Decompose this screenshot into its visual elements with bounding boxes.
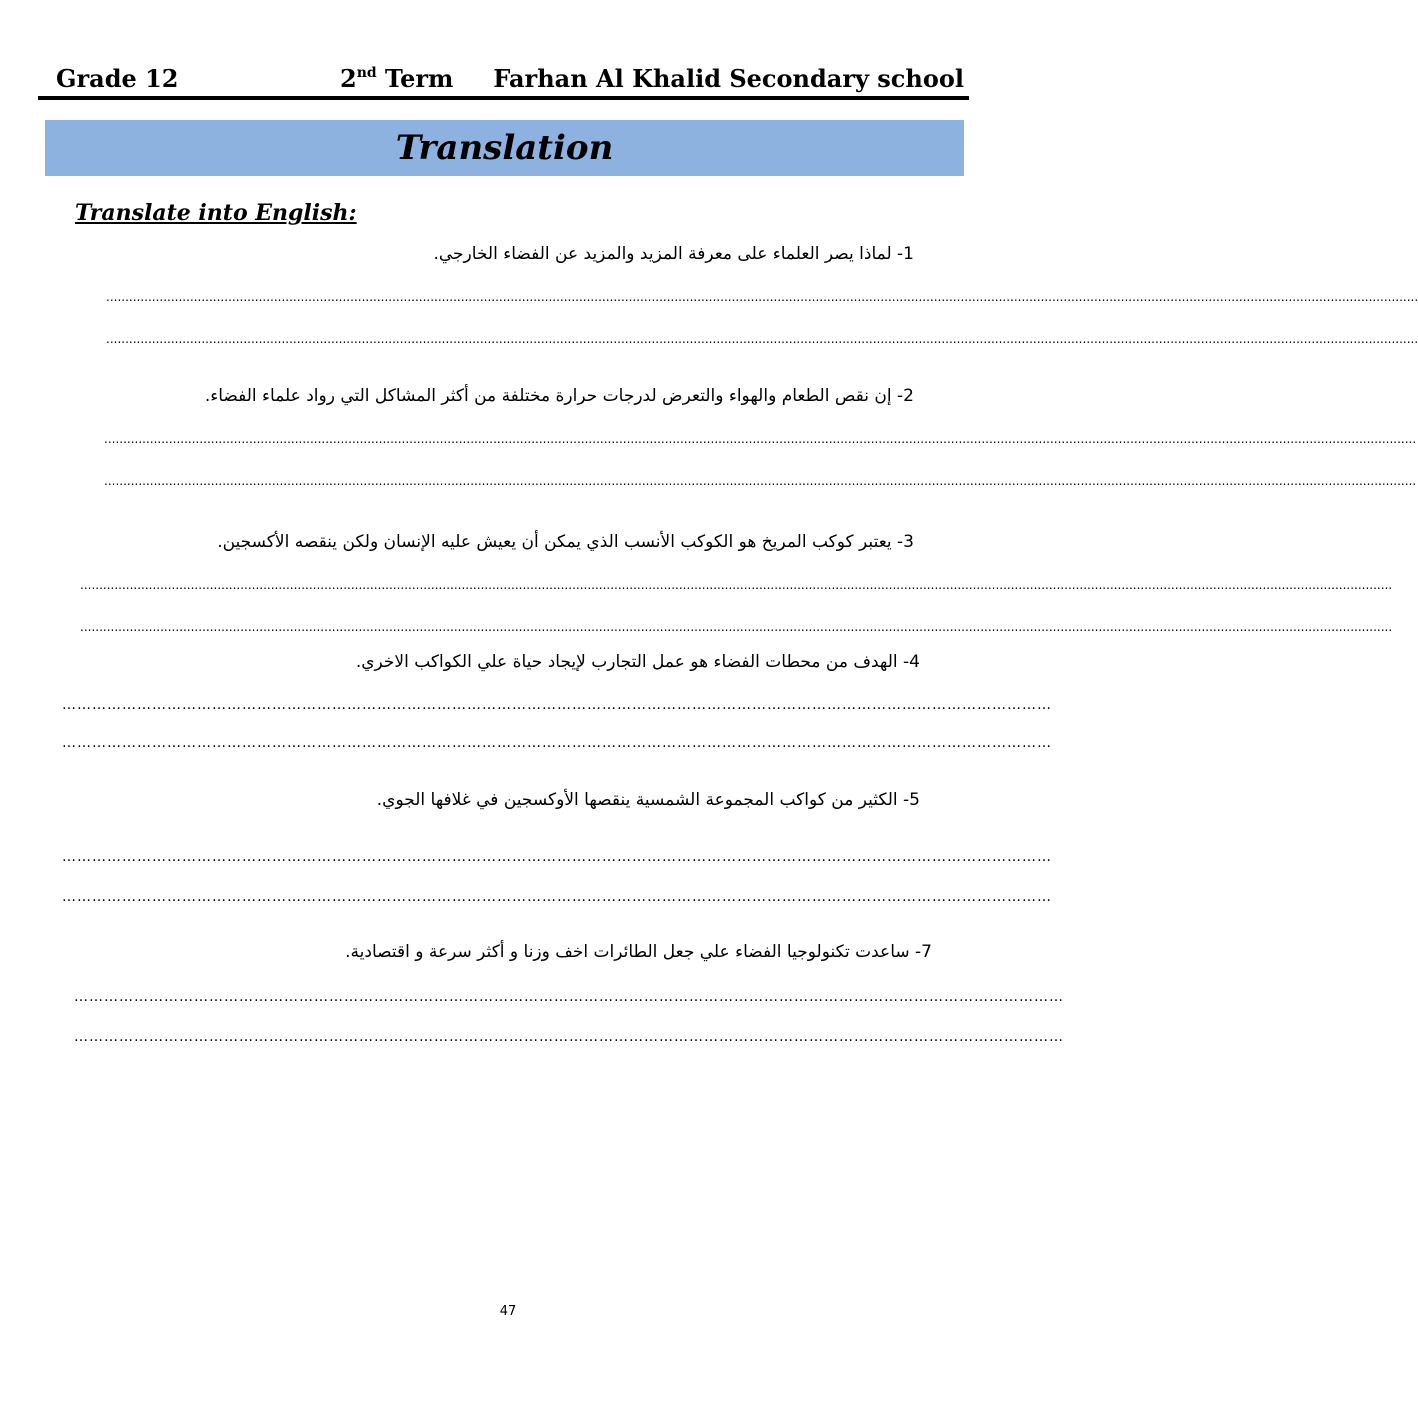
answer-line[interactable]: ……………………………………………………………………………………………………………………………………………………………………………… [62, 889, 1052, 905]
answer-line[interactable]: ........................................................................................................................................................................................................................................................................................................................................................ [104, 474, 1417, 488]
instruction-heading: Translate into English: [75, 200, 357, 226]
answer-line[interactable]: ……………………………………………………………………………………………………………………………………………………………………………… [62, 697, 1052, 713]
answer-line[interactable]: ........................................................................................................................................................................................................................................................................................................................................................ [80, 620, 1393, 634]
term-label: 2nd Term [340, 64, 454, 93]
section-title: Translation [395, 128, 614, 168]
question-2: 2- إن نقص الطعام والهواء والتعرض لدرجات حرارة مختلفة من أكثر المشاكل التي رواد علماء الفضاء. [204, 386, 914, 406]
answer-line[interactable]: ........................................................................................................................................................................................................................................................................................................................................................ [106, 290, 1418, 304]
answer-line[interactable]: ……………………………………………………………………………………………………………………………………………………………………………… [74, 1029, 1064, 1045]
answer-line[interactable]: ........................................................................................................................................................................................................................................................................................................................................................ [106, 332, 1418, 346]
grade-label: Grade 12 [56, 64, 179, 93]
question-7: 7- ساعدت تكنولوجيا الفضاء علي جعل الطائرات اخف وزنا و أكثر سرعة و اقتصادية. [345, 942, 932, 962]
question-1: 1- لماذا يصر العلماء على معرفة المزيد والمزيد عن الفضاء الخارجي. [433, 244, 914, 264]
answer-line[interactable]: ……………………………………………………………………………………………………………………………………………………………………………… [62, 849, 1052, 865]
school-name: Farhan Al Khalid Secondary school [493, 64, 964, 93]
page-header [40, 60, 968, 96]
answer-line[interactable]: ........................................................................................................................................................................................................................................................................................................................................................ [104, 432, 1417, 446]
question-4: 4- الهدف من محطات الفضاء هو عمل التجارب لإيجاد حياة علي الكواكب الاخري. [355, 652, 920, 672]
header-rule [38, 96, 969, 100]
page-number: 47 [499, 1304, 517, 1319]
question-5: 5- الكثير من كواكب المجموعة الشمسية ينقصها الأوكسجين في غلافها الجوي. [376, 790, 920, 810]
question-3: 3- يعتبر كوكب المريخ هو الكوكب الأنسب الذي يمكن أن يعيش عليه الإنسان ولكن ينقصه الأكسجين. [217, 532, 914, 552]
answer-line[interactable]: ........................................................................................................................................................................................................................................................................................................................................................ [80, 578, 1393, 592]
answer-line[interactable]: ……………………………………………………………………………………………………………………………………………………………………………… [62, 735, 1052, 751]
section-banner [45, 120, 964, 176]
answer-line[interactable]: ……………………………………………………………………………………………………………………………………………………………………………… [74, 989, 1064, 1005]
